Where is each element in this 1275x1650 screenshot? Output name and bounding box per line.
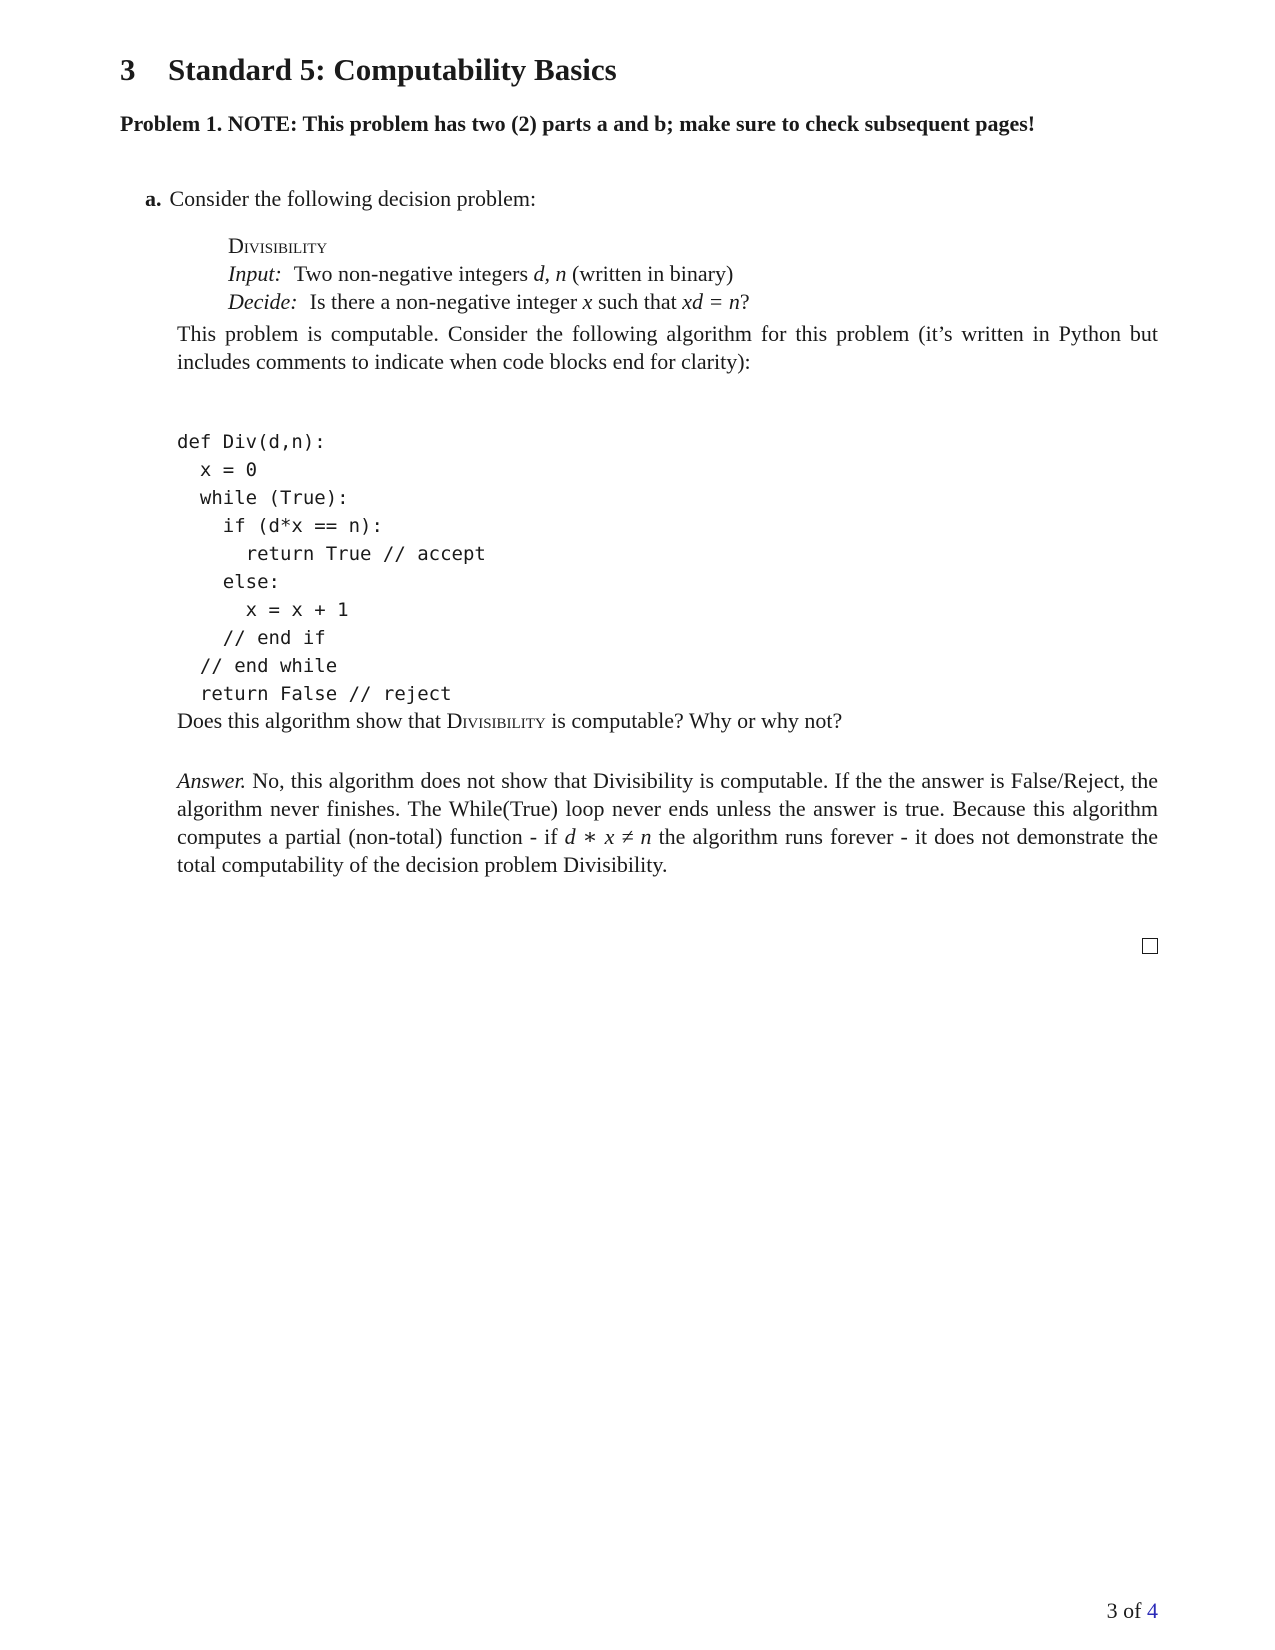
qed-box-icon [1142,938,1158,954]
code-line: // end if [177,627,326,649]
page-number-text: 3 of [1106,1598,1142,1623]
part-a-intro [145,186,536,212]
answer-text-1: No, this algorithm does not show that Divisibility is computable. If the the answer is False/Reject, the algorithm never finishes. The While(True) loop never ends unless the answer is true. Because this algorithm computes a partial (non-total) function - if [177,768,1159,849]
section-title [120,52,617,88]
section-number: 3 [120,52,136,87]
total-pages-link[interactable]: 4 [1147,1598,1158,1623]
section-title-text: Standard 5: Computability Basics [168,52,617,87]
decision-problem-name: Divisibility [228,233,328,258]
input-text-before: Two non-negative integers [293,261,529,286]
decision-input-row [228,260,750,288]
code-line: x = 0 [177,459,258,481]
answer [177,767,1158,879]
decision-problem [228,232,750,316]
code-line: if (d*x == n): [177,515,383,537]
part-a-intro-text: Consider the following decision problem: [169,186,537,211]
code-line: x = x + 1 [177,599,349,621]
question-after: is computable? Why or why not? [551,708,843,733]
question-problem-name: Divisibility [446,708,546,733]
input-text-after: (written in binary) [572,261,734,286]
answer-lead: Answer. [177,768,247,793]
page-number [1107,1598,1158,1624]
part-a-label: a. [145,186,162,211]
decide-label: Decide: [228,289,298,314]
decide-text-before: Is there a non-negative integer [309,289,578,314]
decide-end: ? [739,289,750,314]
decide-var: x [582,289,593,314]
code-line: // end while [177,655,338,677]
code-block [177,428,486,708]
code-line: return False // reject [177,683,452,705]
answer-text-2: the algorithm runs forever - it does not demonstrate the total computability of the decision problem Divisibility. [177,824,1159,877]
problem-description: This problem is computable. Consider the following algorithm for this problem (it’s written in Python but includes comments to indicate when code blocks end for clarity): [177,321,1158,374]
input-label: Input: [228,261,282,286]
question-before: Does this algorithm show that [177,708,441,733]
code-line: else: [177,571,280,593]
answer-math: d ∗ x ≠ n [564,824,652,849]
decide-text-mid: such that [597,289,677,314]
decide-equation: xd = n [682,289,740,314]
code-line: def Div(d,n): [177,431,326,453]
decision-decide-row [228,288,750,316]
code-line: return True // accept [177,543,486,565]
input-vars: d, n [533,261,567,286]
question [177,707,1158,735]
code-line: while (True): [177,487,349,509]
problem-heading: Problem 1. NOTE: This problem has two (2) parts a and b; make sure to check subsequent pages! [120,111,1036,136]
